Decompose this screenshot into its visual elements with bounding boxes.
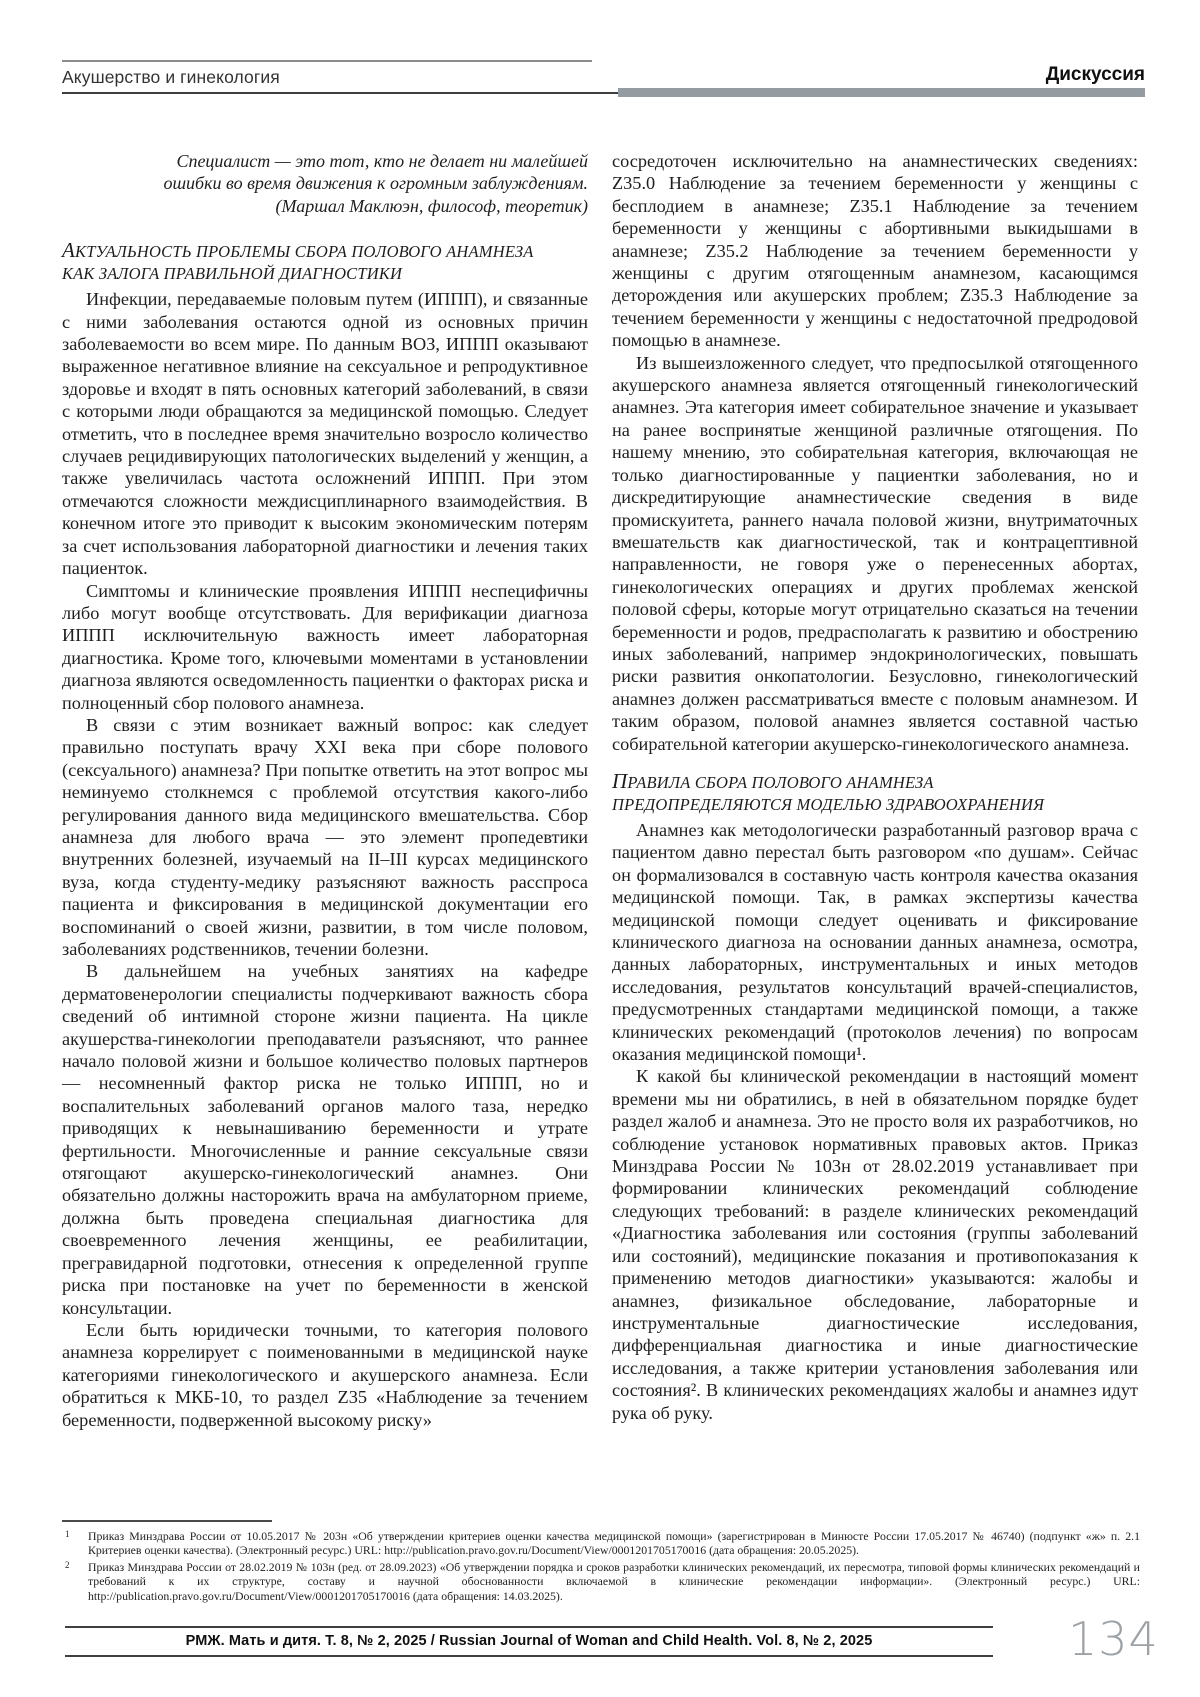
- left-column: [62, 150, 588, 1431]
- epigraph: [62, 150, 588, 217]
- paragraph: Из вышеизложенного следует, что предпосылкой отягощенного акушерского анамнеза является отягощенный гинекологический анамнез. Эта категория имеет собирательное значение и указывает на ранее воспринятые женщиной различные отягощения. По нашему мнению, это собирательная категория, включающая не только диагностированные у пациентки заболевания, но и дискредитирующие анамнестические сведения в виде промискуитета, раннего начала половой жизни, внутриматочных вмешательств как диагностической, так и контрацептивной направленности, не говоря уже о перенесенных абортах, гинекологических операциях и других проблемах женской половой сферы, которые могут отрицательно сказаться на течении беременности и родов, предрасполагать к развитию и обострению иных заболеваний, например эндокринологических, повышать риски развития онкопатологии. Безусловно, гинекологический анамнез должен рассматриваться вместе с половым анамнезом. И таким образом, половой анамнез является составной частью собирательной категории акушерско-гинекологического анамнеза.: [612, 352, 1138, 754]
- footnote-text: Приказ Минздрава России от 10.05.2017 № 203н «Об утверждении критериев оценки качества медицинской помощи» (зарегистрирован в Минюсте России 17.05.2017 № 46740) (подпункт «ж» п. 2.1 Критериев оценки качества). (Электронный ресурс.) URL: http://publication.pravo.gov.ru/Document/View/0001201705170016 (дата обращения: 20.05.2025).: [88, 1528, 1140, 1558]
- paragraph: Если быть юридически точными, то категория полового анамнеза коррелирует с поименованными в медицинской науке категориями гинекологического и акушерского анамнеза. Если обратиться к МКБ-10, то раздел Z35 «Наблюдение за течением беременности, подверженной высокому риску»: [62, 1319, 588, 1430]
- section-heading-rules: ПРАВИЛА СБОРА ПОЛОВОГО АНАМНЕЗА ПРЕДОПРЕДЕЛЯЮТСЯ МОДЕЛЬЮ ЗДРАВООХРАНЕНИЯ: [612, 768, 1045, 814]
- section-heading-relevance: АКТУАЛЬНОСТЬ ПРОБЛЕМЫ СБОРА ПОЛОВОГО АНАМНЕЗА КАК ЗАЛОГА ПРАВИЛЬНОЙ ДИАГНОСТИКИ: [62, 238, 534, 284]
- epigraph-quote: Специалист — это тот, кто не делает ни малейшей ошибки во время движения к огромным заблуждениям.: [163, 151, 588, 194]
- paragraph: К какой бы клинической рекомендации в настоящий момент времени мы ни обратились, в ней в обязательном порядке будет раздел жалоб и анамнеза. Это не просто воля их разработчиков, но соблюдение установок нормативных правовых актов. Приказ Минздрава России № 103н от 28.02.2019 устанавливает при формировании клинических рекомендаций соблюдение следующих требований: в разделе клинических рекомендаций «Диагностика заболевания или состояния (группы заболеваний или состояний), медицинские показания и противопоказания к применению методов диагностики» указываются: жалобы и анамнез, физикальное обследование, лабораторные и инструментальные диагностические исследования, дифференциальная диагностика и иные диагностические исследования, а также критерии установления заболевания или состояния². В клинических рекомендациях жалобы и анамнез идут рука об руку.: [612, 1066, 1138, 1423]
- paragraph: Анамнез как методологически разработанный разговор врача с пациентом давно перестал быть разговором «по душам». Сейчас он формализовался в составную часть контроля качества оказания медицинской помощи. Так, в рамках экспертизы качества медицинской помощи следует оценивать и фиксирование клинического диагноза на основании данных анамнеза, осмотра, данных лабораторных, инструментальных и иных методов исследования, результатов консультаций врачей-специалистов, предусмотренных стандартами медицинской помощи, а также клинических рекомендаций (протоколов лечения) по вопросам оказания медицинской помощи¹.: [612, 819, 1138, 1065]
- page-number: 134: [1068, 1612, 1159, 1666]
- paragraph: Симптомы и клинические проявления ИППП неспецифичны либо могут вообще отсутствовать. Для верификации диагноза ИППП исключительную важность имеет лабораторная диагностика. Кроме того, ключевыми моментами в установлении диагноза являются осведомленность пациентки о факторах риска и полноценный сбор полового анамнеза.: [62, 580, 588, 713]
- header-section-label: Акушерство и гинекология: [62, 67, 280, 87]
- header-bottom-rule: [62, 92, 618, 94]
- paragraph: В дальнейшем на учебных занятиях на кафедре дерматовенерологии специалисты подчеркивают важность сбора сведений об интимной стороне жизни пациента. На цикле акушерства-гинекологии преподаватели разъясняют, что раннее начало половой жизни и большое количество половых партнеров — несомненный фактор риска не только ИППП, но и воспалительных заболеваний органов малого таза, нередко приводящих к невынашиванию беременности и утрате фертильности. Многочисленные и ранние сексуальные связи отягощают акушерско-гинекологический анамнез. Они обязательно должны насторожить врача на амбулаторном приеме, должна быть проведена специальная диагностика для своевременного лечения женщины, ее реабилитации, прегравидарной подготовки, отнесения к определенной группе риска при постановке на учет по беременности в женской консультации.: [62, 961, 588, 1318]
- footer-bottom-rule: [65, 1655, 993, 1657]
- right-column: [612, 150, 1138, 1431]
- paragraph-continuation: сосредоточен исключительно на анамнестических сведениях: Z35.0 Наблюдение за течением беременности у женщины с бесплодием в анамнезе; Z35.1 Наблюдение за течением беременности у женщины с абортивными выкидышами в анамнезе; Z35.2 Наблюдение за течением беременности у женщины с другим отягощенным анамнезом, касающимся деторождения или акушерских проблем; Z35.3 Наблюдение за течением беременности у женщины с недостаточной предродовой помощью в анамнезе.: [612, 151, 1138, 351]
- article-body: [62, 150, 1138, 1431]
- footnote-separator-rule: [62, 1520, 272, 1522]
- footer: [65, 1626, 993, 1657]
- header-accent-bar: [618, 88, 1145, 97]
- footnote-item: [62, 1529, 1140, 1558]
- paragraph: В связи с этим возникает важный вопрос: как следует правильно поступать врачу XXI века при сборе полового (сексуального) анамнеза? При попытке ответить на этот вопрос мы неминуемо столкнемся с проблемой отсутствия какого-либо регулирования данного вида медицинского вмешательства. Сбор анамнеза для любого врача — это элемент пропедевтики внутренних болезней, изучаемый на II–III курсах медицинского вуза, когда студенту-медику разъясняют важность расспроса пациента и фиксирования в медицинской документации его воспоминаний о своей жизни, развитии, в том числе половом, заболеваниях родственников, течении болезни.: [62, 714, 588, 959]
- paragraph: Инфекции, передаваемые половым путем (ИППП), и связанные с ними заболевания остаются одной из основных причин заболеваемости во всем мире. По данным ВОЗ, ИППП оказывают выраженное негативное влияние на сексуальное и репродуктивное здоровье и входят в пять основных категорий заболеваний, в связи с которыми люди обращаются за медицинской помощью. Следует отметить, что в последнее время значительно возросло количество случаев рецидивирующих патологических выделений у женщин, а также увеличилась частота осложнений ИППП. При этом отмечаются сложности междисциплинарного взаимодействия. В конечном итоге это приводит к высоким экономическим потерям за счет использования лабораторной диагностики и лечения таких пациенток.: [62, 289, 588, 579]
- header-top-rule: [62, 60, 592, 62]
- footnote-item: [62, 1560, 1140, 1604]
- header-rubric-label: Дискуссия: [1045, 64, 1145, 85]
- footnotes: [62, 1520, 1140, 1605]
- footer-journal-line: РМЖ. Мать и дитя. Т. 8, № 2, 2025 / Russian Journal of Woman and Child Health. Vol. 8, № 2, 2025: [185, 1633, 873, 1649]
- footnote-number: 1: [65, 1528, 70, 1539]
- epigraph-attribution: (Маршал Маклюэн, философ, теоретик): [275, 195, 588, 216]
- footnote-text: Приказ Минздрава России от 28.02.2019 № 103н (ред. от 28.09.2023) «Об утверждении порядка и сроков разработки клинических рекомендаций, их пересмотра, типовой формы клинических рекомендаций и требований к их структуре, составу и научной обоснованности включаемой в клинические рекомендации информации». (Электронный ресурс.) URL: http://publication.pravo.gov.ru/Document/View/0001201705170016 (дата обращения: 14.03.2025).: [88, 1559, 1140, 1603]
- footnote-number: 2: [65, 1559, 70, 1570]
